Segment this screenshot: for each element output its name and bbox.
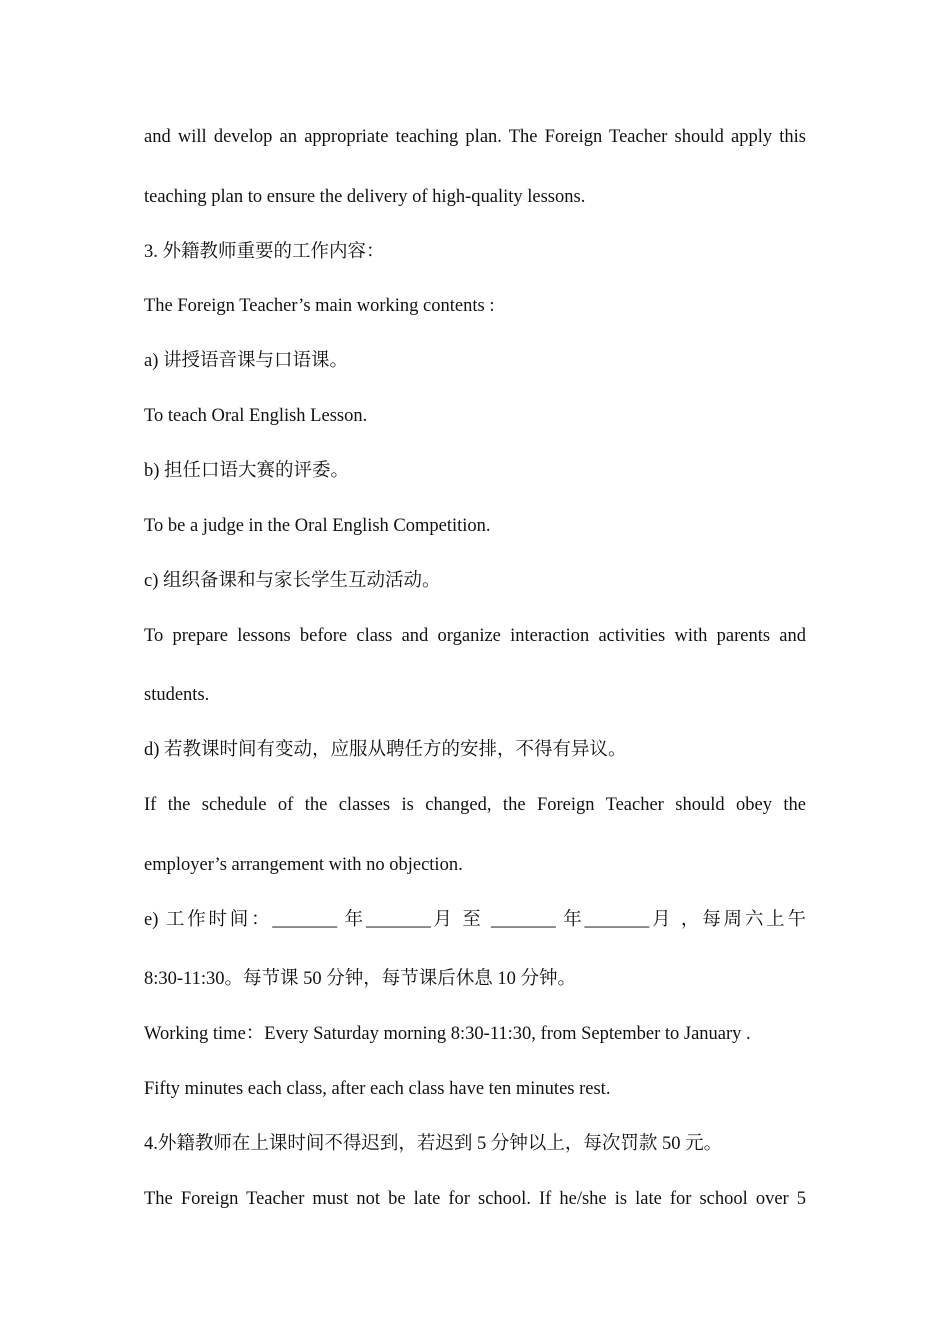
text-line: teaching plan to ensure the delivery of high-quality lessons. [144,187,586,207]
text-line: To be a judge in the Oral English Competition. [144,516,491,536]
list-item: e) 工作时间：_______ 年_______月 至 _______ 年_______月 ，每周六上午 [144,910,806,930]
text-line: The Foreign Teacher’s main working contents : [144,296,495,316]
section-heading: 4.外籍教师在上课时间不得迟到，若迟到 5 分钟以上，每次罚款 50 元。 [144,1134,723,1154]
list-item: d) 若教课时间有变动，应服从聘任方的安排，不得有异议。 [144,740,627,760]
text-line: Fifty minutes each class, after each class have ten minutes rest. [144,1079,611,1099]
text-line: and will develop an appropriate teaching plan. The Foreign Teacher should apply this [144,127,806,147]
list-item: b) 担任口语大赛的评委。 [144,461,350,481]
text-line: To teach Oral English Lesson. [144,406,368,426]
text-line: To prepare lessons before class and organize interaction activities with parents and [144,626,806,646]
list-item: c) 组织备课和与家长学生互动活动。 [144,571,441,591]
text-line: If the schedule of the classes is changed, the Foreign Teacher should obey the [144,795,806,815]
list-item: a) 讲授语音课与口语课。 [144,351,348,371]
text-line: 8:30-11:30。每节课 50 分钟，每节课后休息 10 分钟。 [144,969,577,989]
text-line: Working time：Every Saturday morning 8:30-11:30, from September to January . [144,1024,751,1044]
text-line: The Foreign Teacher must not be late for school. If he/she is late for school over 5 [144,1189,806,1209]
text-line: students. [144,685,210,705]
text-line: employer’s arrangement with no objection. [144,855,463,875]
section-heading: 3. 外籍教师重要的工作内容： [144,242,385,262]
